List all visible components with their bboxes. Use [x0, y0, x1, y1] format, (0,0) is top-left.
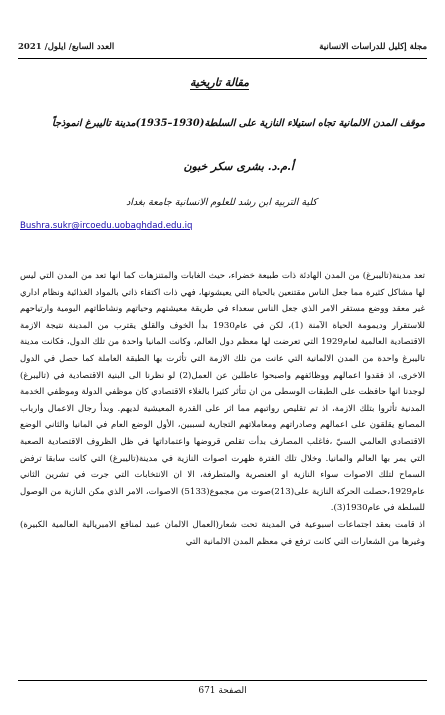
author-name: أ.م.د. بشرى سكر خبون	[183, 160, 294, 173]
page-number: الصفحة 671	[198, 686, 247, 696]
article-type-label: مقالة تاريخية	[190, 76, 249, 89]
body-paragraph: اذ قامت بعقد اجتماعات اسبوعية في المدينة تحت شعار(العمال الالمان عبيد لمنافع الامبريالية العالمية الكبيرة) وغيرها من الشعارات التي كانت ترفع في معظم المدن الالمانية التي	[20, 519, 425, 547]
header-divider	[18, 58, 427, 59]
body-paragraph: تعد مدينة(تاليبرغ) من المدن الهادئة ذات طبيعة خضراء، حيث الغابات والمتنزهات كما انها تعد من المدن التي ليس لها مشاكل كثيرة مما جعل الناس مقتنعين بالحياة التي يعيشونها، فهي ذات اكتفاء ذاتي بالمواد الغذائية ونظام اداري غير معقد ووضع مستقر الامر الذي جعل الناس سعداء في طريقة معيشتهم وحياتهم ونشاطاتهم اليومية وارتياحهم للاستقرار وديمومة الحياة الآمنة (1)، لكن في عام1930 بدأ الخوف والقلق يقترب من المدينة نتيجة الازمة الاقتصادية العالمية لعام1929 التي تعرضت لها معظم دول العالم، وكانت المانيا واحدة من تلك الدول، فكانت مدينة تاليبرغ واحدة من المدن الالمانية التي عانت من تلك الازمة التي تأثرت بها الطبقة العاملة كما حصل في الدول الاخرى، اذ فقدوا اعمالهم ووظائفهم واصبحوا عاطلين عن العمل(2) لو نظرنا الى البنية الاقتصادية في (تاليبرغ) لوجدنا انها حافظت على الطبقات الوسطى من ان تتأثر كثيرا بالغلاء الاقتصادي كان موظفي الدولة وموظفي الخدمة المدنية تأثروا بتلك الازمة، اذ تم تقليص رواتبهم مما اثر على القدرة المعيشية لديهم. وبدأ رجال الاعمال وارباب المصانع يقلقون على اعمالهم وصادراتهم ومعاملاتهم التجارية لسببين، الأول الوضع العام في المانيا والثاني الوضع الاقتصادي العالمي السيّ ،فاغلب المصارف بدأت تقلص قروضها واعتماداتها في ظل الظروف الاقتصادية الصعبة التي يمر بها العالم والمانيا. وخلال تلك الفترة ظهرت اصوات النازية في مدينة(تاليبرغ) التي كانت سابقا ترفض السماح لتلك الاصوات سواء النازية او العنصرية والمتطرفة، الا ان الانتخابات التي جرت في تشرين الثاني عام1929،حصلت الحركة النازية على(213)صوت من مجموع(5133) الاصوات، الامر الذي مكن النازية من الوصول للسلطة في عام1930(3).	[20, 271, 426, 514]
footer-divider	[18, 680, 427, 681]
article-title: موقف المدن الالمانية تجاه استيلاء النازية على السلطة(1930–1935)مدينة تاليبرغ انموذجاً	[52, 118, 425, 129]
issue-info: العدد السابع/ ايلول/ 2021	[18, 42, 115, 52]
author-email-link[interactable]: Bushra.sukr@ircoedu.uobaghdad.edu.iq	[20, 221, 193, 231]
author-affiliation: كلية التربية ابن رشد للعلوم الانسانية جامعة بغداد	[126, 197, 317, 208]
running-header	[18, 42, 427, 58]
article-body	[20, 268, 425, 550]
journal-name: مجلة إكليل للدراسات الانسانية	[319, 42, 427, 52]
